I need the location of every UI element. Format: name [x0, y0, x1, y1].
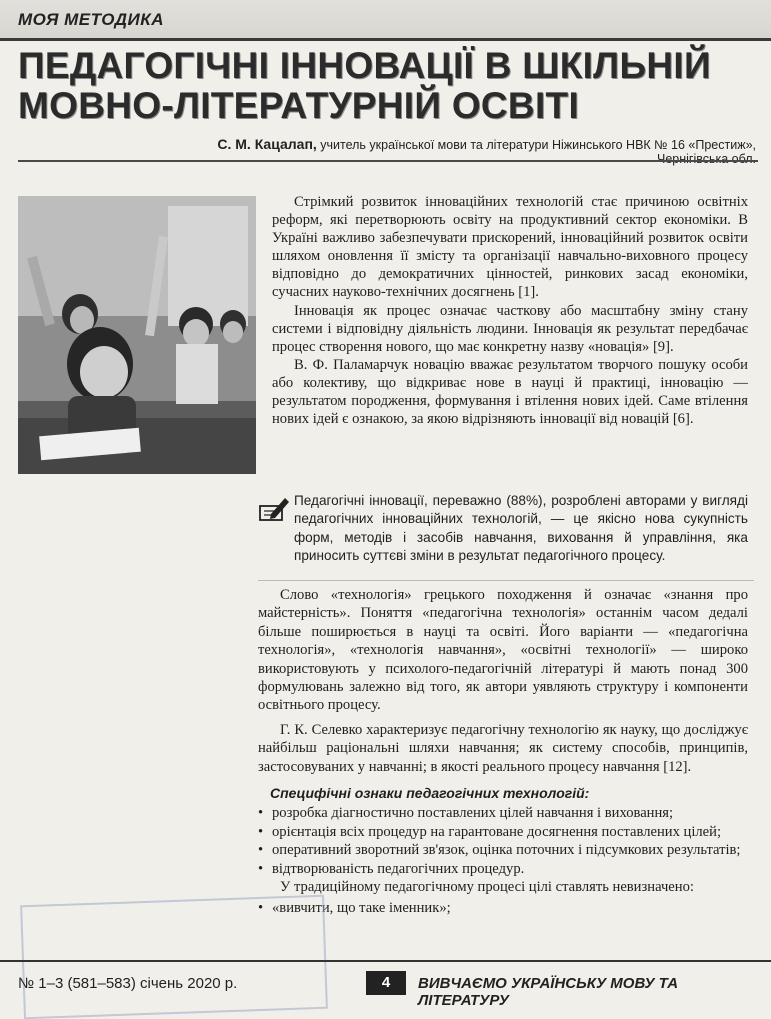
issue-info: № 1–3 (581–583) січень 2020 р. [18, 975, 238, 992]
page-number: 4 [366, 971, 406, 995]
highlight-note [258, 492, 748, 578]
list-item: • «вивчити, що таке іменник»; [258, 899, 748, 917]
intro-paragraph: В. Ф. Паламарчук новацію вважає результатом творчого пошуку особи або колективу, що відкриває нове в науці й практиці, інновацію — результатом породження, формування і втілення нових ідей. Саме втілення нових ідей є ознакою, за якою відрізняють інновації від новацій [6]. [272, 356, 748, 428]
section-header-bar [0, 0, 771, 41]
main-column [258, 586, 748, 917]
article-title: ПЕДАГОГІЧНІ ІННОВАЦІЇ В ШКІЛЬНІЙ МОВНО-ЛІТЕРАТУРНІЙ ОСВІТІ [18, 45, 711, 126]
note-text: Педагогічні інновації, переважно (88%), розроблені авторами у вигляді педагогічних інноваційних технологій, — це якісно нова сукупність форм, методів і засобів навчання, виховання й управління, яка приносить суттєві зміни в результат педагогічного процесу. [294, 493, 748, 564]
list-item: • оперативний зворотний зв'язок, оцінка поточних і підсумкових результатів; [258, 841, 748, 859]
list-item: • відтворюваність педагогічних процедур. [258, 860, 748, 878]
library-stamp [20, 895, 328, 1019]
body-paragraph: Слово «технологія» грецького походження й означає «знання про майстерність». Поняття «педагогічна технологія» останнім часом дедалі більше поширюється в науці та освіті. Його варіанти — «педагогічна технологія», «технологія навчання», «освітні технології» — широко використовують у психолого-педагогічній літературі й мають понад 300 формулювань залежно від того, як автори уявляють структуру і компоненти освітнього процесу. [258, 587, 748, 714]
author-divider [18, 160, 758, 162]
intro-column [272, 193, 748, 428]
journal-title: ВИВЧАЄМО УКРАЇНСЬКУ МОВУ ТА ЛІТЕРАТУРУ [418, 975, 679, 1009]
list-item: • розробка діагностично поставлених цілей навчання і виховання; [258, 804, 748, 822]
intro-paragraph: Стрімкий розвиток інноваційних технологій стає причиною освітніх реформ, які перетворюють освіту на продуктивний сектор економіки. В Україні важливо забезпечувати прискорений, інноваційний розвиток освіти шляхом оновлення її змісту та організації навчально-виховного процесу відповідно до демократичних цінностей, ринкових засад економіки, сучасних науково-технічних досягнень [1]. [272, 194, 748, 301]
section-label: МОЯ МЕТОДИКА [18, 10, 164, 29]
body-paragraph: Г. К. Селевко характеризує педагогічну технологію як науку, що досліджує найбільш раціональні шляхи навчання; як систему способів, принципів, застосовуваних у навчанні; в якості реального процесу навчання [12]. [258, 721, 748, 775]
author-name: С. М. Кацалап, [217, 136, 317, 152]
list-item: • орієнтація всіх процедур на гарантоване досягнення поставлених цілей; [258, 823, 748, 841]
pencil-note-icon [258, 494, 290, 522]
classroom-photo [18, 196, 256, 474]
footer-divider [0, 960, 771, 962]
author-description: учитель української мови та літератури Ніжинського НВК № 16 «Престиж», Чернігівська обл. [316, 138, 756, 166]
features-list [258, 804, 748, 878]
features-heading: Специфічні ознаки педагогічних технологій: [270, 785, 590, 802]
body-paragraph: У традиційному педагогічному процесі цілі ставлять невизначено: [280, 879, 694, 896]
traditional-list [258, 899, 748, 917]
intro-paragraph: Інновація як процес означає часткову або масштабну зміну стану системи і відповідну діяльність людини. Інновація як результат передбачає процес створення нового, що має конкретну назву «новація» [9]. [272, 302, 748, 355]
note-divider [258, 580, 754, 581]
